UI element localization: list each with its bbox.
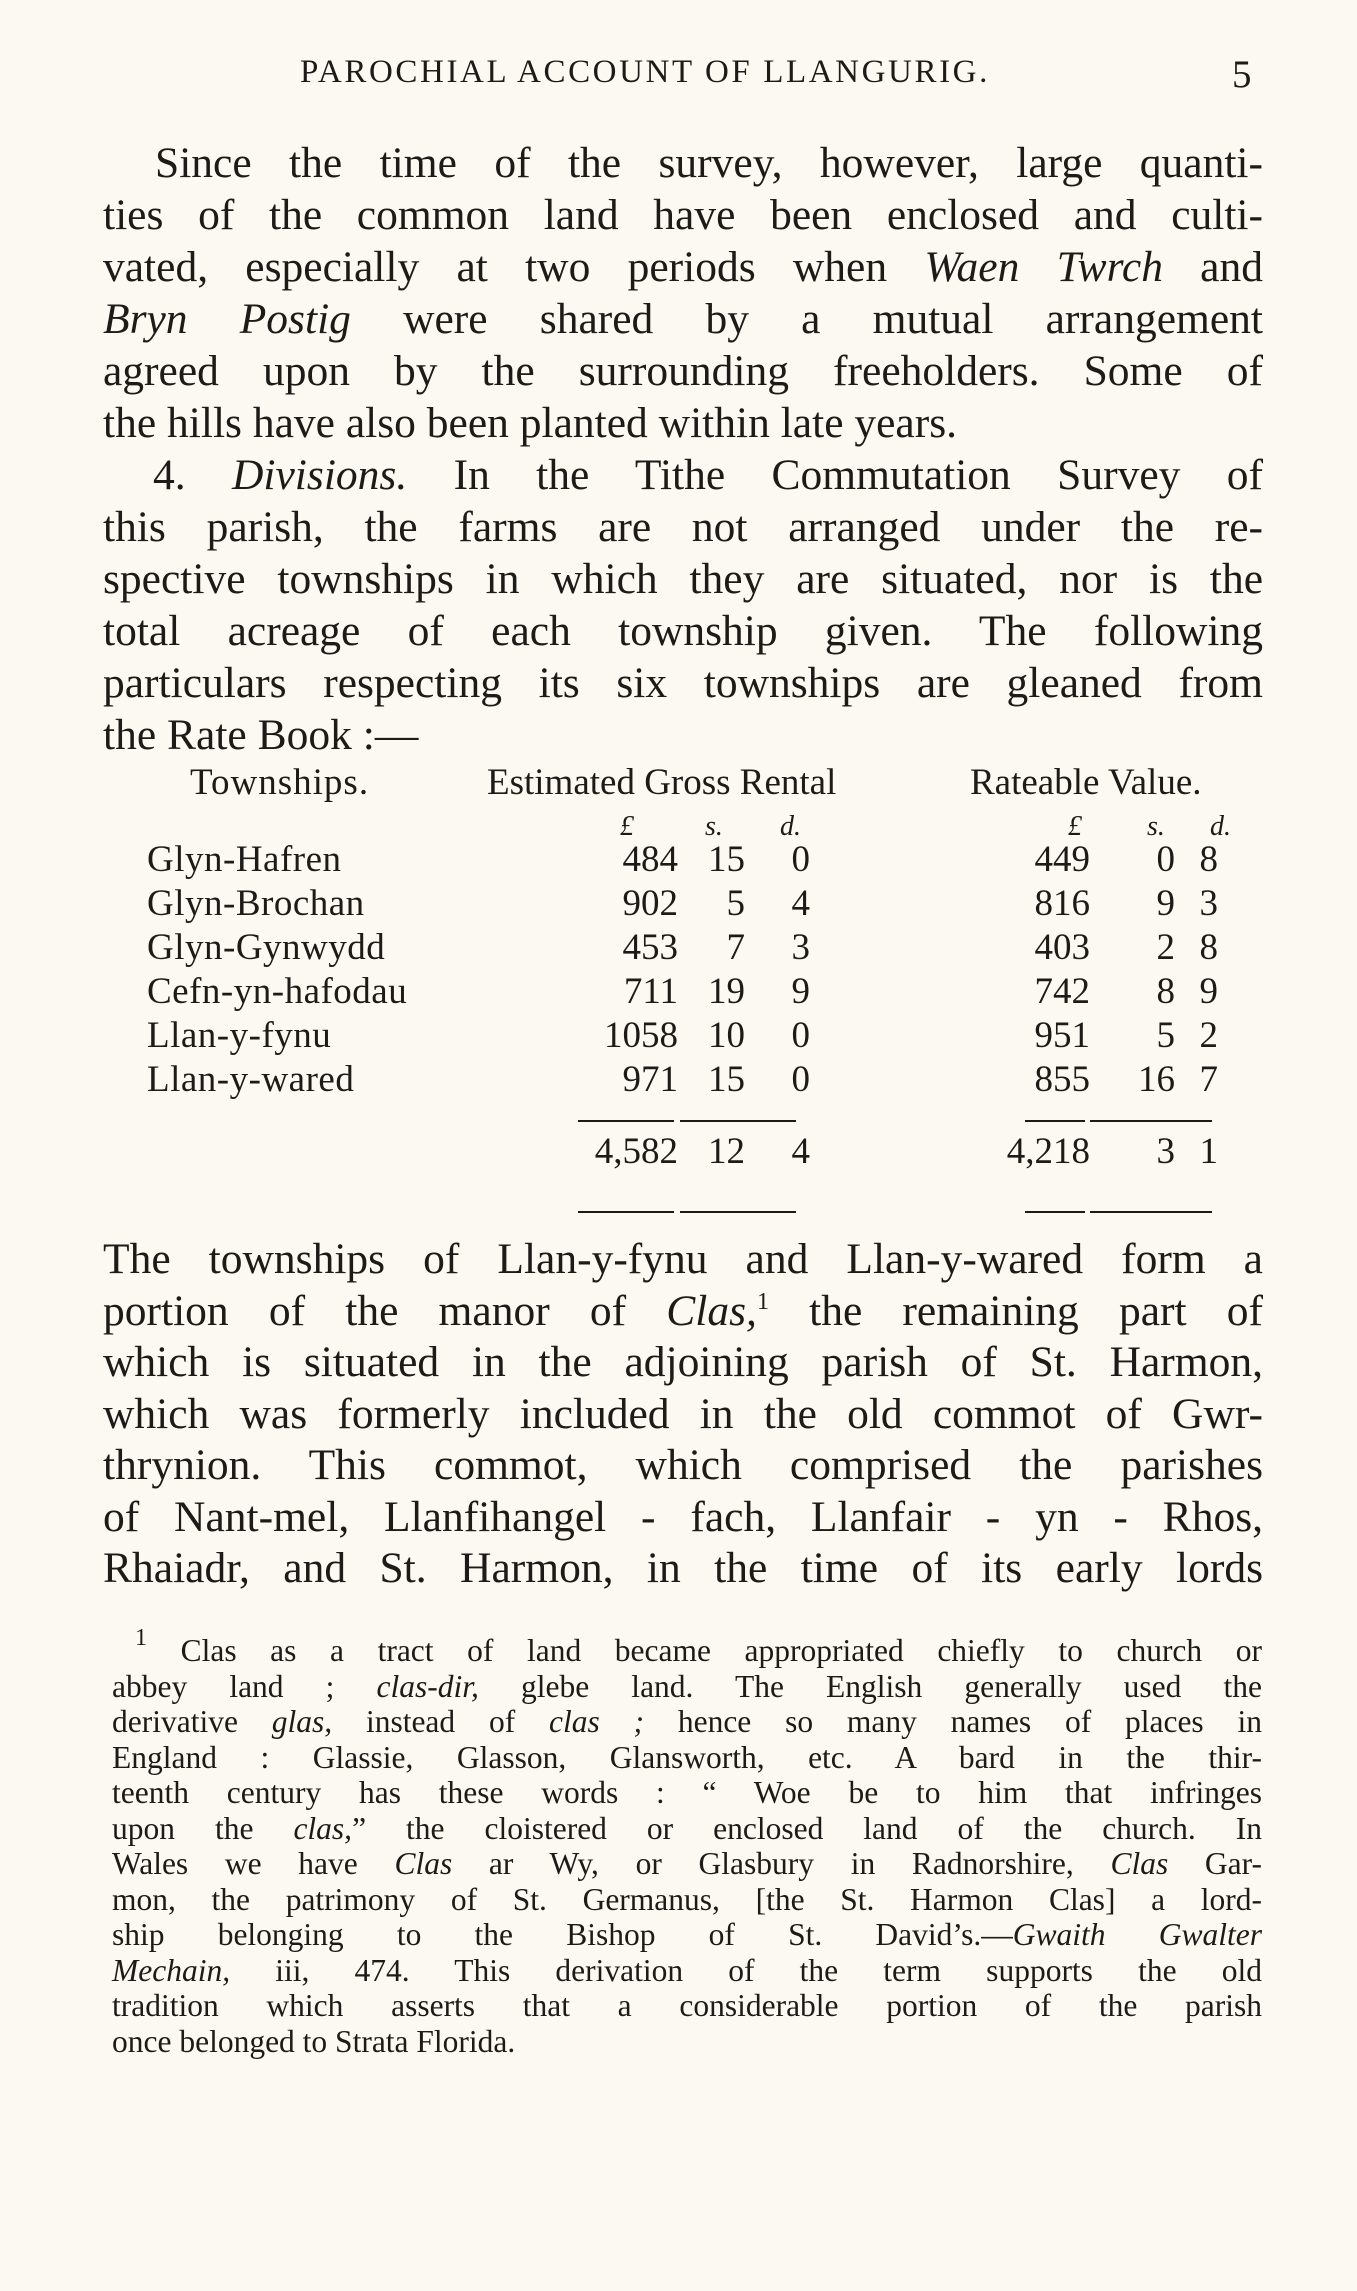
text-line: of Nant-mel, Llanfihangel - fach, Llanfair - yn - Rhos, (103, 1492, 1263, 1541)
rule (578, 1120, 674, 1122)
rental-shillings: 7 (726, 927, 745, 968)
footnote-line: teenth century has these words : “ Woe be to him that infringes (112, 1775, 1262, 1810)
rental-pence: 0 (791, 1059, 810, 1100)
rateable-pence: 9 (1199, 971, 1218, 1012)
text-line: ties of the common land have been enclosed and culti- (103, 191, 1263, 239)
unit-pence: d. (1210, 811, 1231, 842)
rateable-shillings: 2 (1156, 927, 1175, 968)
footnote-marker: 1 (135, 1625, 147, 1651)
rateable-pence: 8 (1199, 839, 1218, 880)
total-rateable-pence: 1 (1199, 1131, 1218, 1172)
rule (680, 1211, 796, 1213)
column-header-townships: Townships. (190, 762, 370, 803)
rental-pounds: 453 (622, 927, 678, 968)
footnote-line: mon, the patrimony of St. Germanus, [the St. Harmon Clas] a lord- (112, 1881, 1262, 1917)
text-line: thrynion. This commot, which comprised the parishes (103, 1441, 1263, 1489)
rateable-pounds: 403 (1034, 927, 1090, 968)
footnote (112, 1625, 1263, 2059)
unit-pound: £ (620, 811, 634, 842)
text-line: vated, especially at two periods when Waen Twrch and (103, 243, 1263, 291)
paragraph-manor (103, 1234, 1263, 1595)
rule (1025, 1211, 1085, 1213)
column-header-rateable: Rateable Value. (970, 762, 1202, 803)
text-line: Since the time of the survey, however, large quanti- (155, 139, 1263, 187)
rule (1090, 1211, 1212, 1213)
rental-pounds: 902 (622, 883, 678, 924)
text-line: total acreage of each township given. The following (103, 607, 1263, 655)
text-line: the hills have also been planted within late years. (103, 399, 958, 447)
rule (1025, 1120, 1085, 1122)
total-rental-pounds: 4,582 (594, 1131, 678, 1172)
column-header-rental: Estimated Gross Rental (487, 762, 837, 803)
rental-pence: 0 (791, 1015, 810, 1056)
rental-pence: 9 (791, 971, 810, 1012)
footnote-line: Mechain, iii, 474. This derivation of the term supports the old (112, 1952, 1262, 1988)
text-line: which is situated in the adjoining parish of St. Harmon, (103, 1338, 1263, 1386)
rateable-pounds: 951 (1034, 1015, 1090, 1056)
rateable-pence: 2 (1199, 1015, 1218, 1056)
text-line: spective townships in which they are situated, nor is the (103, 555, 1263, 603)
township-name: Llan-y-wared (147, 1059, 355, 1100)
rateable-shillings: 9 (1156, 883, 1175, 924)
footnote-line: $^1$ Clas as a tract of land became appropriated chiefly to church or (135, 1625, 1262, 1668)
township-name: Glyn-Brochan (147, 883, 365, 924)
page-number: 5 (1232, 53, 1252, 96)
footnote-line: ship belonging to the Bishop of St. David’s.—Gwaith Gwalter (112, 1917, 1262, 1952)
unit-pound: £ (1068, 811, 1082, 842)
section-heading: Divisions. (232, 451, 408, 499)
unit-shilling: s. (705, 811, 723, 842)
unit-pence: d. (780, 811, 801, 842)
rateable-pounds: 742 (1034, 971, 1090, 1012)
text-line: 4. Divisions. In the Tithe Commutation Survey of (153, 451, 1264, 499)
text-line: portion of the manor of Clas,$^1$ the remaining part of (103, 1286, 1263, 1335)
rental-pounds: 1058 (604, 1015, 678, 1056)
rental-shillings: 15 (708, 1059, 745, 1100)
rental-pence: 3 (791, 927, 810, 968)
rateable-shillings: 16 (1138, 1059, 1175, 1100)
rental-pence: 4 (791, 883, 810, 924)
total-rateable-shillings: 3 (1156, 1131, 1175, 1172)
rule (578, 1211, 674, 1213)
text-line: particulars respecting its six townships are gleaned from (103, 659, 1263, 707)
total-rental-pence: 4 (791, 1131, 810, 1172)
rental-shillings: 5 (726, 883, 745, 924)
running-title: PAROCHIAL ACCOUNT OF LLANGURIG. (300, 54, 990, 90)
footnote-line: derivative glas, instead of clas ; hence so many names of places in (112, 1704, 1262, 1739)
unit-shilling: s. (1147, 811, 1165, 842)
rateable-pence: 7 (1199, 1059, 1218, 1100)
township-name: Glyn-Hafren (147, 839, 342, 880)
rental-pounds: 711 (623, 971, 678, 1012)
text-line: agreed upon by the surrounding freeholders. Some of (103, 347, 1263, 395)
total-rateable-pounds: 4,218 (1006, 1131, 1090, 1172)
rateable-pounds: 449 (1034, 839, 1090, 880)
township-name: Glyn-Gynwydd (147, 927, 386, 968)
township-name: Llan-y-fynu (147, 1015, 332, 1056)
rule (1090, 1120, 1212, 1122)
footnote-line: once belonged to Strata Florida. (112, 2023, 516, 2059)
rateable-pounds: 855 (1034, 1059, 1090, 1100)
rental-shillings: 10 (708, 1015, 745, 1056)
footnote-line: England : Glassie, Glasson, Glansworth, etc. A bard in the thir- (112, 1739, 1262, 1775)
footnote-line: abbey land ; clas-dir, glebe land. The English generally used the (112, 1668, 1263, 1704)
footnote-line: upon the clas,” the cloistered or enclosed land of the church. In (112, 1810, 1262, 1846)
text-line: Rhaiadr, and St. Harmon, in the time of its early lords (103, 1544, 1263, 1592)
rental-pence: 0 (791, 839, 810, 880)
total-rental-shillings: 12 (708, 1131, 745, 1172)
rateable-pounds: 816 (1034, 883, 1090, 924)
rateable-pence: 8 (1199, 927, 1218, 968)
rateable-shillings: 8 (1156, 971, 1175, 1012)
rental-pounds: 971 (622, 1059, 678, 1100)
rule (680, 1120, 796, 1122)
text-line: Bryn Postig were shared by a mutual arrangement (103, 295, 1263, 343)
text-line: this parish, the farms are not arranged under the re- (103, 503, 1263, 551)
township-name: Cefn-yn-hafodau (147, 971, 408, 1012)
rateable-shillings: 0 (1156, 839, 1175, 880)
text-line: The townships of Llan-y-fynu and Llan-y-wared form a (103, 1235, 1263, 1283)
rental-shillings: 15 (708, 839, 745, 880)
text-line: which was formerly included in the old commot of Gwr- (103, 1389, 1263, 1438)
rental-shillings: 19 (708, 971, 745, 1012)
rental-pounds: 484 (622, 839, 678, 880)
rateable-shillings: 5 (1156, 1015, 1175, 1056)
footnote-line: Wales we have Clas ar Wy, or Glasbury in Radnorshire, Clas Gar- (112, 1846, 1262, 1881)
footnote-ref: 1 (756, 1288, 769, 1315)
footnote-line: tradition which asserts that a considerable portion of the parish (112, 1988, 1262, 2023)
text-line: the Rate Book :— (103, 711, 419, 759)
rateable-pence: 3 (1199, 883, 1218, 924)
